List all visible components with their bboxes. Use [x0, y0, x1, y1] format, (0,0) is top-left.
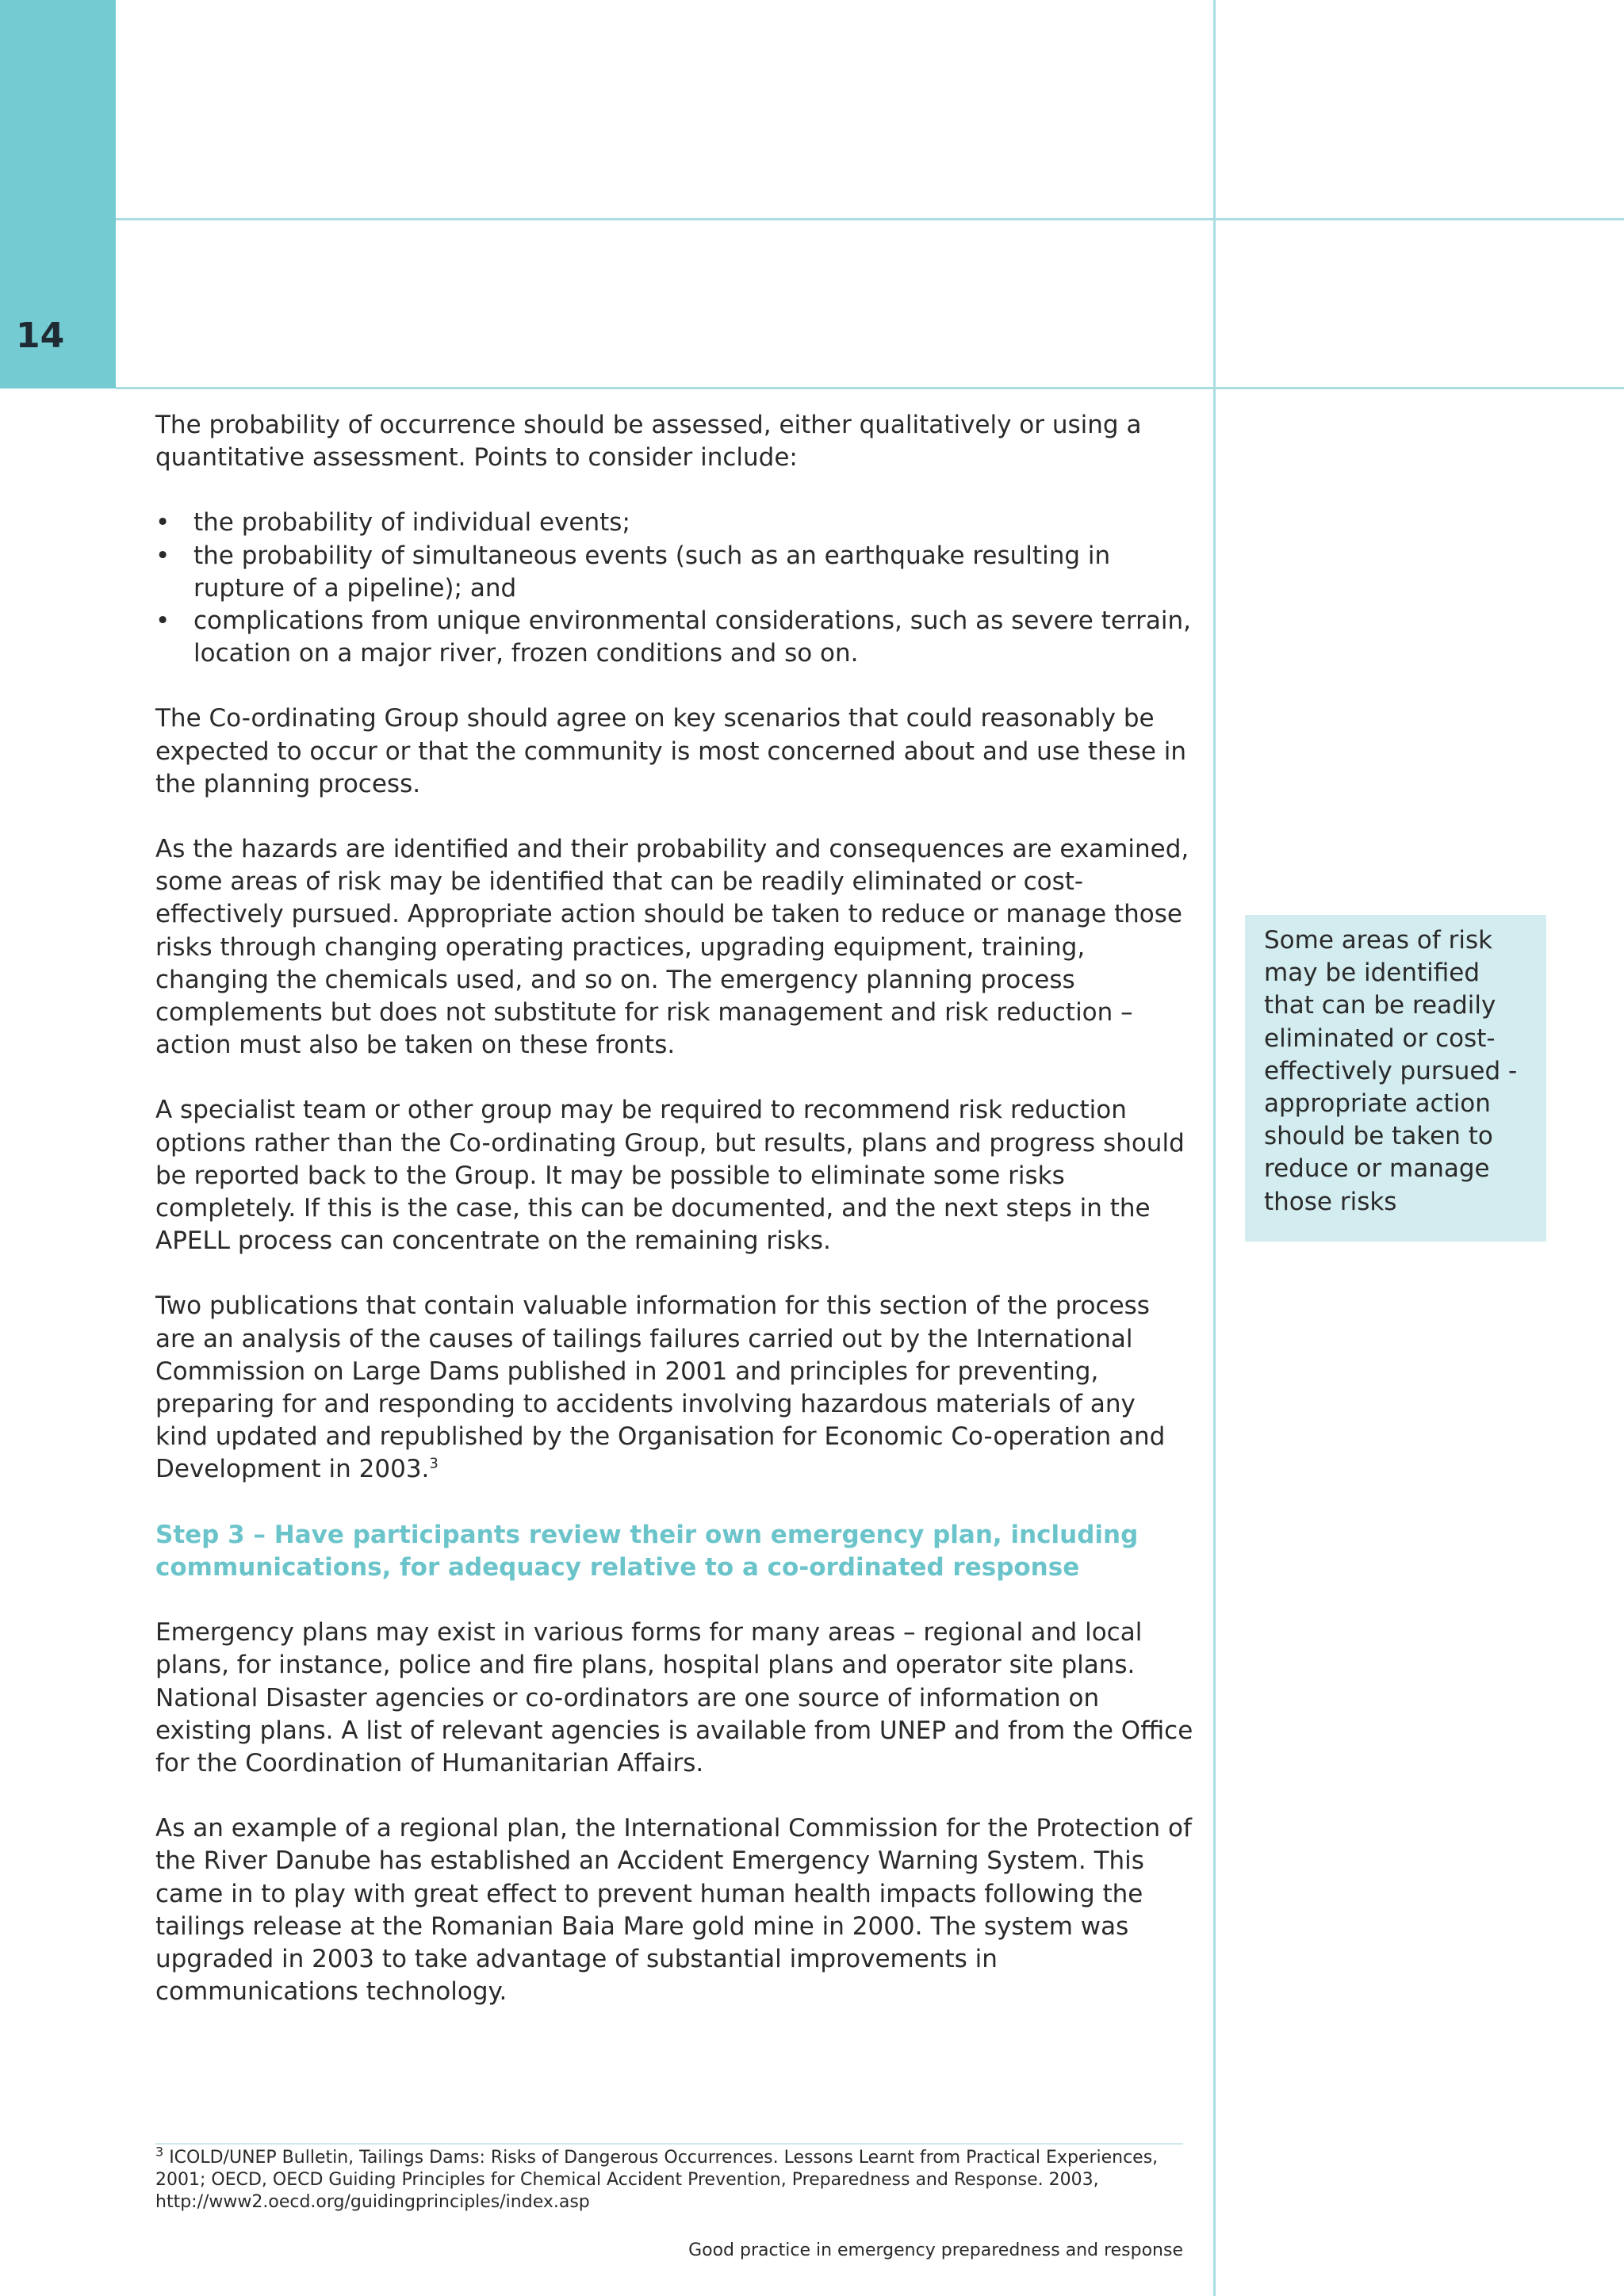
footnote-ref: 3	[429, 1456, 439, 1473]
list-item: • the probability of simultaneous events (such as an earthquake resulting in rupture of a pipeline); and	[155, 540, 1194, 605]
main-text-column	[155, 409, 1194, 2041]
paragraph-probability: The probability of occurrence should be assessed, either qualitatively or using a quantitative assessment. Points to consider include:	[155, 411, 1142, 473]
considerations-list	[155, 507, 1194, 670]
list-item: • complications from unique environmental considerations, such as severe terrain, location on a major river, frozen conditions and so on.	[155, 605, 1194, 670]
paragraph-risk-areas: As the hazards are identified and their probability and consequences are examined, some areas of risk may be identified that can be readily eliminated or cost-effectively pursued. Appropriate action should be taken to reduce or manage those risks through changing operating practices, upgrading equipment, training, changing the chemicals used, and so on. The emergency planning process complements but does not substitute for risk management and risk reduction – action must also be taken on these fronts.	[155, 835, 1189, 1060]
header-rule-top	[116, 218, 1624, 220]
header-rule-bottom	[116, 387, 1624, 389]
footnote-text: ICOLD/UNEP Bulletin, Tailings Dams: Risks of Dangerous Occurrences. Lessons Learnt from Practical Experiences, 2001; OECD, OECD Guiding Principles for Chemical Accident Prevention, Preparedness and Response. 2003, http://www2.oecd.org/guidingprinciples/index.asp	[155, 2148, 1159, 2212]
paragraph-key-scenarios: The Co-ordinating Group should agree on key scenarios that could reasonably be expected to occur or that the community is most concerned about and use these in the planning process.	[155, 704, 1187, 798]
list-item: • the probability of individual events;	[155, 507, 1194, 539]
column-divider	[1213, 0, 1216, 2296]
page-number: 14	[16, 316, 65, 356]
sidebar-callout	[1245, 915, 1546, 1242]
callout-text: Some areas of risk may be identified that can be readily eliminated or cost-effectively pursued - appropriate action should be taken to reduce or manage those risks	[1264, 926, 1518, 1216]
footnote	[155, 2144, 1194, 2214]
paragraph-specialist-team: A specialist team or other group may be required to recommend risk reduction options rather than the Co-ordinating Group, but results, plans and progress should be reported back to the Group. It may be possible to eliminate some risks completely. If this is the case, this can be documented, and the next steps in the APELL process can concentrate on the remaining risks.	[155, 1096, 1185, 1256]
footnote-divider	[155, 2143, 1183, 2145]
paragraph-emergency-plans: Emergency plans may exist in various forms for many areas – regional and local plans, for instance, police and fire plans, hospital plans and operator site plans. National Disaster agencies or co-ordinators are one source of information on existing plans. A list of relevant agencies is available from UNEP and from the Office for the Coordination of Humanitarian Affairs.	[155, 1618, 1193, 1777]
paragraph-regional-plan: As an example of a regional plan, the International Commission for the Protection of the River Danube has established an Accident Emergency Warning System. This came in to play with great effect to prevent human health impacts following the tailings release at the Romanian Baia Mare gold mine in 2000. The system was upgraded in 2003 to take advantage of substantial improvements in communications technology.	[155, 1814, 1192, 2007]
publications-text: Two publications that contain valuable information for this section of the process are an analysis of the causes of tailings failures carried out by the International Commission on Large Dams published in 2001 and principles for preventing, preparing for and responding to accidents involving hazardous materials of any kind updated and republished by the Organisation for Economic Co-operation and Development in 2003.	[155, 1292, 1166, 1484]
footnote-number: 3	[155, 2144, 164, 2160]
running-footer: Good practice in emergency preparedness and response	[688, 2241, 1183, 2260]
paragraph-publications	[155, 1290, 1194, 1486]
step-3-heading: Step 3 – Have participants review their own emergency plan, including communications, for adequacy relative to a co-ordinated response	[155, 1520, 1139, 1582]
